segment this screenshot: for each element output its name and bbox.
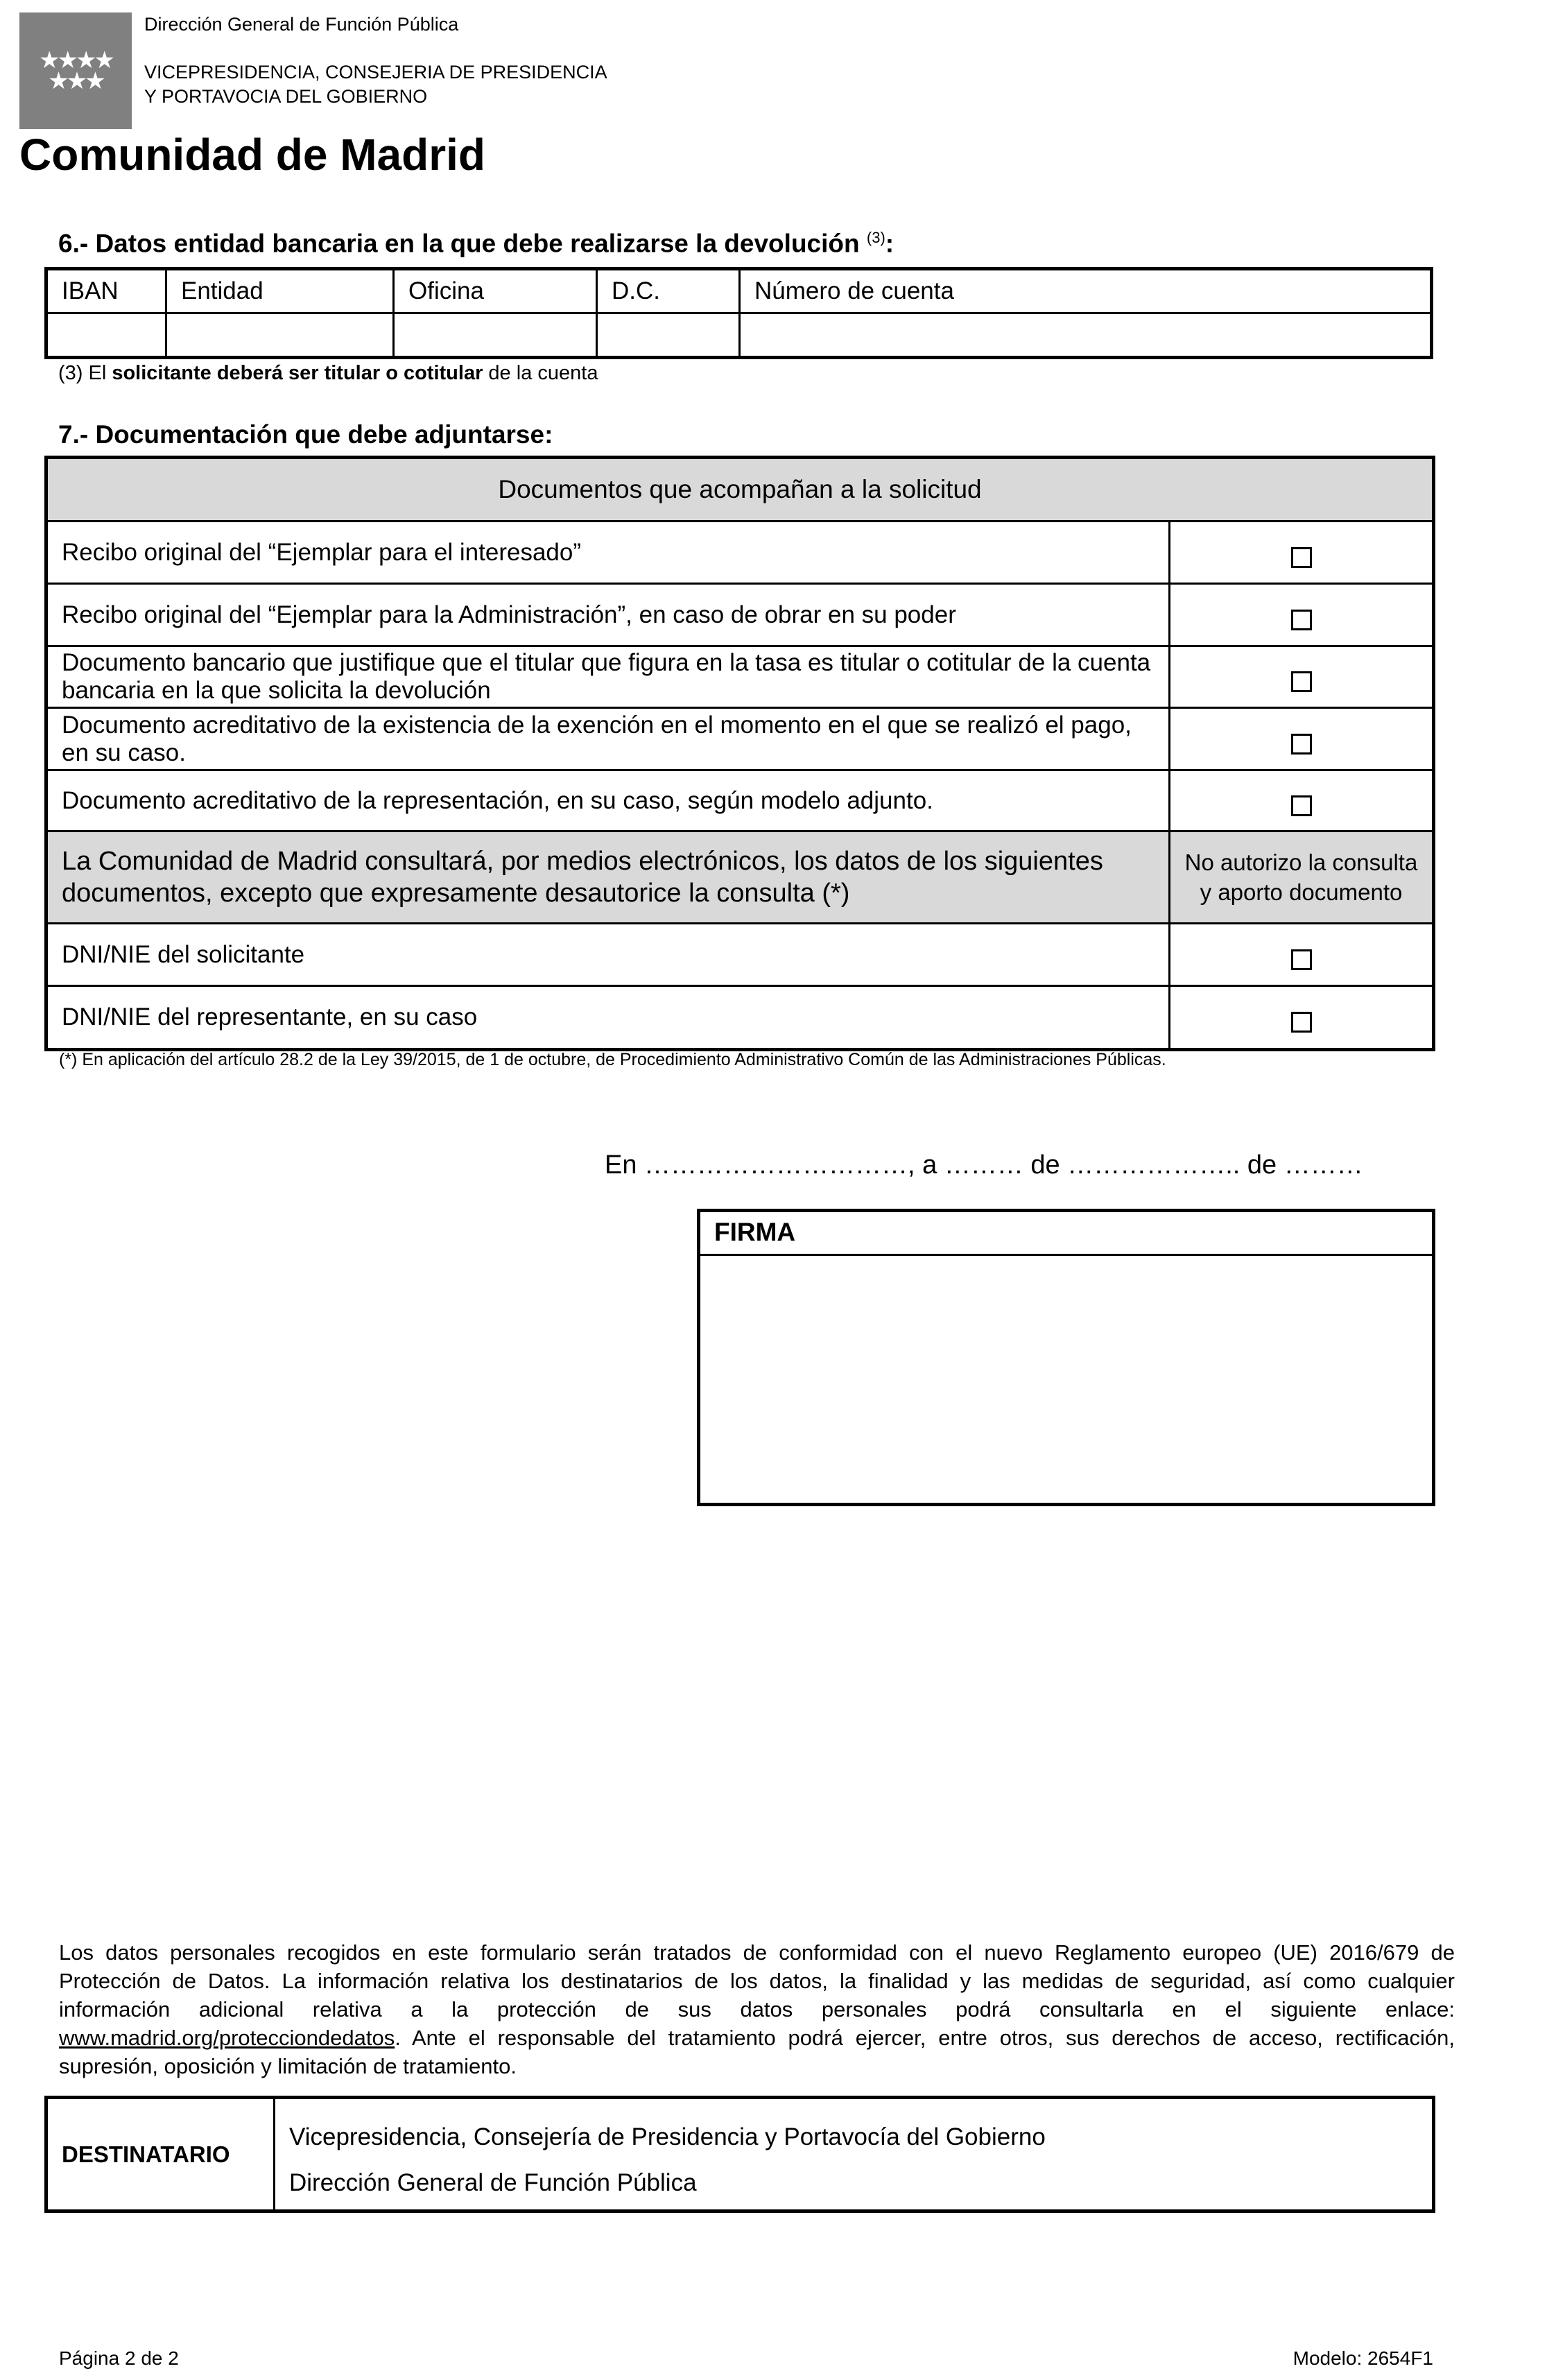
org-line-3: Y PORTAVOCIA DEL GOBIERNO: [144, 86, 428, 107]
colon: :: [885, 229, 894, 258]
signature-box[interactable]: [697, 1209, 1435, 1506]
col-numero-cuenta: Número de cuenta: [740, 269, 1432, 313]
model-number: Modelo: 2654F1: [1293, 2347, 1433, 2369]
col-entidad: Entidad: [166, 269, 394, 313]
note-bold: solicitante deberá ser titular o cotitular: [112, 362, 483, 384]
section-7-title: 7.- Documentación que debe adjuntarse:: [58, 420, 553, 449]
doc-checkbox-4[interactable]: [1291, 734, 1312, 754]
dc-input[interactable]: [597, 313, 740, 358]
logo-stars-row2: ★★★: [48, 68, 103, 94]
col-iban: IBAN: [46, 269, 166, 313]
privacy-text-end: . Ante el responsable del tratamiento podrá ejercer, entre otros, sus derechos de acceso, rectificación, supresión, oposición y limitación de tratamiento.: [59, 2026, 1455, 2078]
bank-table: [44, 267, 1433, 359]
entidad-input[interactable]: [166, 313, 394, 358]
doc-row-label: Recibo original del “Ejemplar para la Administración”, en caso de obrar en su poder: [46, 584, 1170, 646]
doc-checkbox-5[interactable]: [1291, 795, 1312, 816]
doc-checkbox-3[interactable]: [1291, 671, 1312, 692]
section-6-title-text: 6.- Datos entidad bancaria en la que debe realizarse la devolución: [58, 229, 860, 258]
doc-row-label: Documento acreditativo de la existencia de la exención en el momento en el que se realizó el pago, en su caso.: [46, 708, 1170, 770]
doc-row-label: Documento acreditativo de la representación, en su caso, según modelo adjunto.: [46, 770, 1170, 831]
documents-table: [44, 456, 1435, 1051]
destinatario-line-1: Vicepresidencia, Consejería de Presidencia y Portavocía del Gobierno: [289, 2123, 1046, 2150]
consult-checkbox-2[interactable]: [1291, 1012, 1312, 1033]
doc-checkbox-2[interactable]: [1291, 610, 1312, 630]
brand-title: Comunidad de Madrid: [19, 130, 485, 180]
destinatario-line-2: Dirección General de Función Pública: [289, 2169, 697, 2196]
oficina-input[interactable]: [394, 313, 597, 358]
consult-checkbox-1[interactable]: [1291, 949, 1312, 970]
col-dc: D.C.: [597, 269, 740, 313]
consult-column-header: No autorizo la consulta y aporto documento: [1170, 831, 1434, 924]
legal-footnote: (*) En aplicación del artículo 28.2 de la Ley 39/2015, de 1 de octubre, de Procedimiento Administrativo Común de las Administraciones Públicas.: [59, 1050, 1166, 1069]
iban-input[interactable]: [46, 313, 166, 358]
consult-row-label: DNI/NIE del representante, en su caso: [46, 986, 1170, 1050]
doc-row-label: Documento bancario que justifique que el titular que figura en la tasa es titular o cotitular de la cuenta bancaria en la que solicita la devolución: [46, 646, 1170, 708]
numero-cuenta-input[interactable]: [740, 313, 1432, 358]
col-oficina: Oficina: [394, 269, 597, 313]
privacy-text: Los datos personales recogidos en este formulario serán tratados de conformidad con el nuevo Reglamento europeo (UE) 2016/679 de Protección de Datos. La información relativa los destinatarios de los datos, la finalidad y las medidas de seguridad, así como cualquier información adicional relativa a la protección de sus datos personales podrá consultarla en el siguiente enlace:: [59, 1940, 1455, 2021]
logo-stars: ★★★★: [39, 47, 112, 74]
doc-row-label: Recibo original del “Ejemplar para el interesado”: [46, 521, 1170, 584]
comunidad-madrid-logo: [19, 12, 132, 129]
destinatario-label: DESTINATARIO: [48, 2099, 275, 2209]
note-post: de la cuenta: [483, 362, 598, 384]
note-pre: (3) El: [58, 362, 112, 384]
privacy-link[interactable]: www.madrid.org/protecciondedatos: [59, 2026, 395, 2050]
documents-table-header: Documentos que acompañan a la solicitud: [46, 458, 1434, 521]
page-number: Página 2 de 2: [59, 2347, 179, 2369]
footnote-ref: (3): [866, 229, 885, 246]
consult-notice: La Comunidad de Madrid consultará, por medios electrónicos, los datos de los siguientes documentos, excepto que expresamente desautorice la consulta (*): [46, 831, 1170, 924]
destinatario-box: [44, 2096, 1435, 2213]
privacy-notice: [59, 1938, 1455, 2080]
consult-row-label: DNI/NIE del solicitante: [46, 924, 1170, 986]
signature-label: FIRMA: [700, 1212, 1432, 1256]
section-6-title: [58, 229, 894, 258]
place-date-line: En …………………………, a ……… de ……………….. de ………: [605, 1150, 1363, 1180]
org-line-2: VICEPRESIDENCIA, CONSEJERIA DE PRESIDENCIA: [144, 62, 607, 83]
bank-note: [58, 362, 598, 385]
doc-checkbox-1[interactable]: [1291, 547, 1312, 568]
org-line-1: Dirección General de Función Pública: [144, 14, 459, 35]
